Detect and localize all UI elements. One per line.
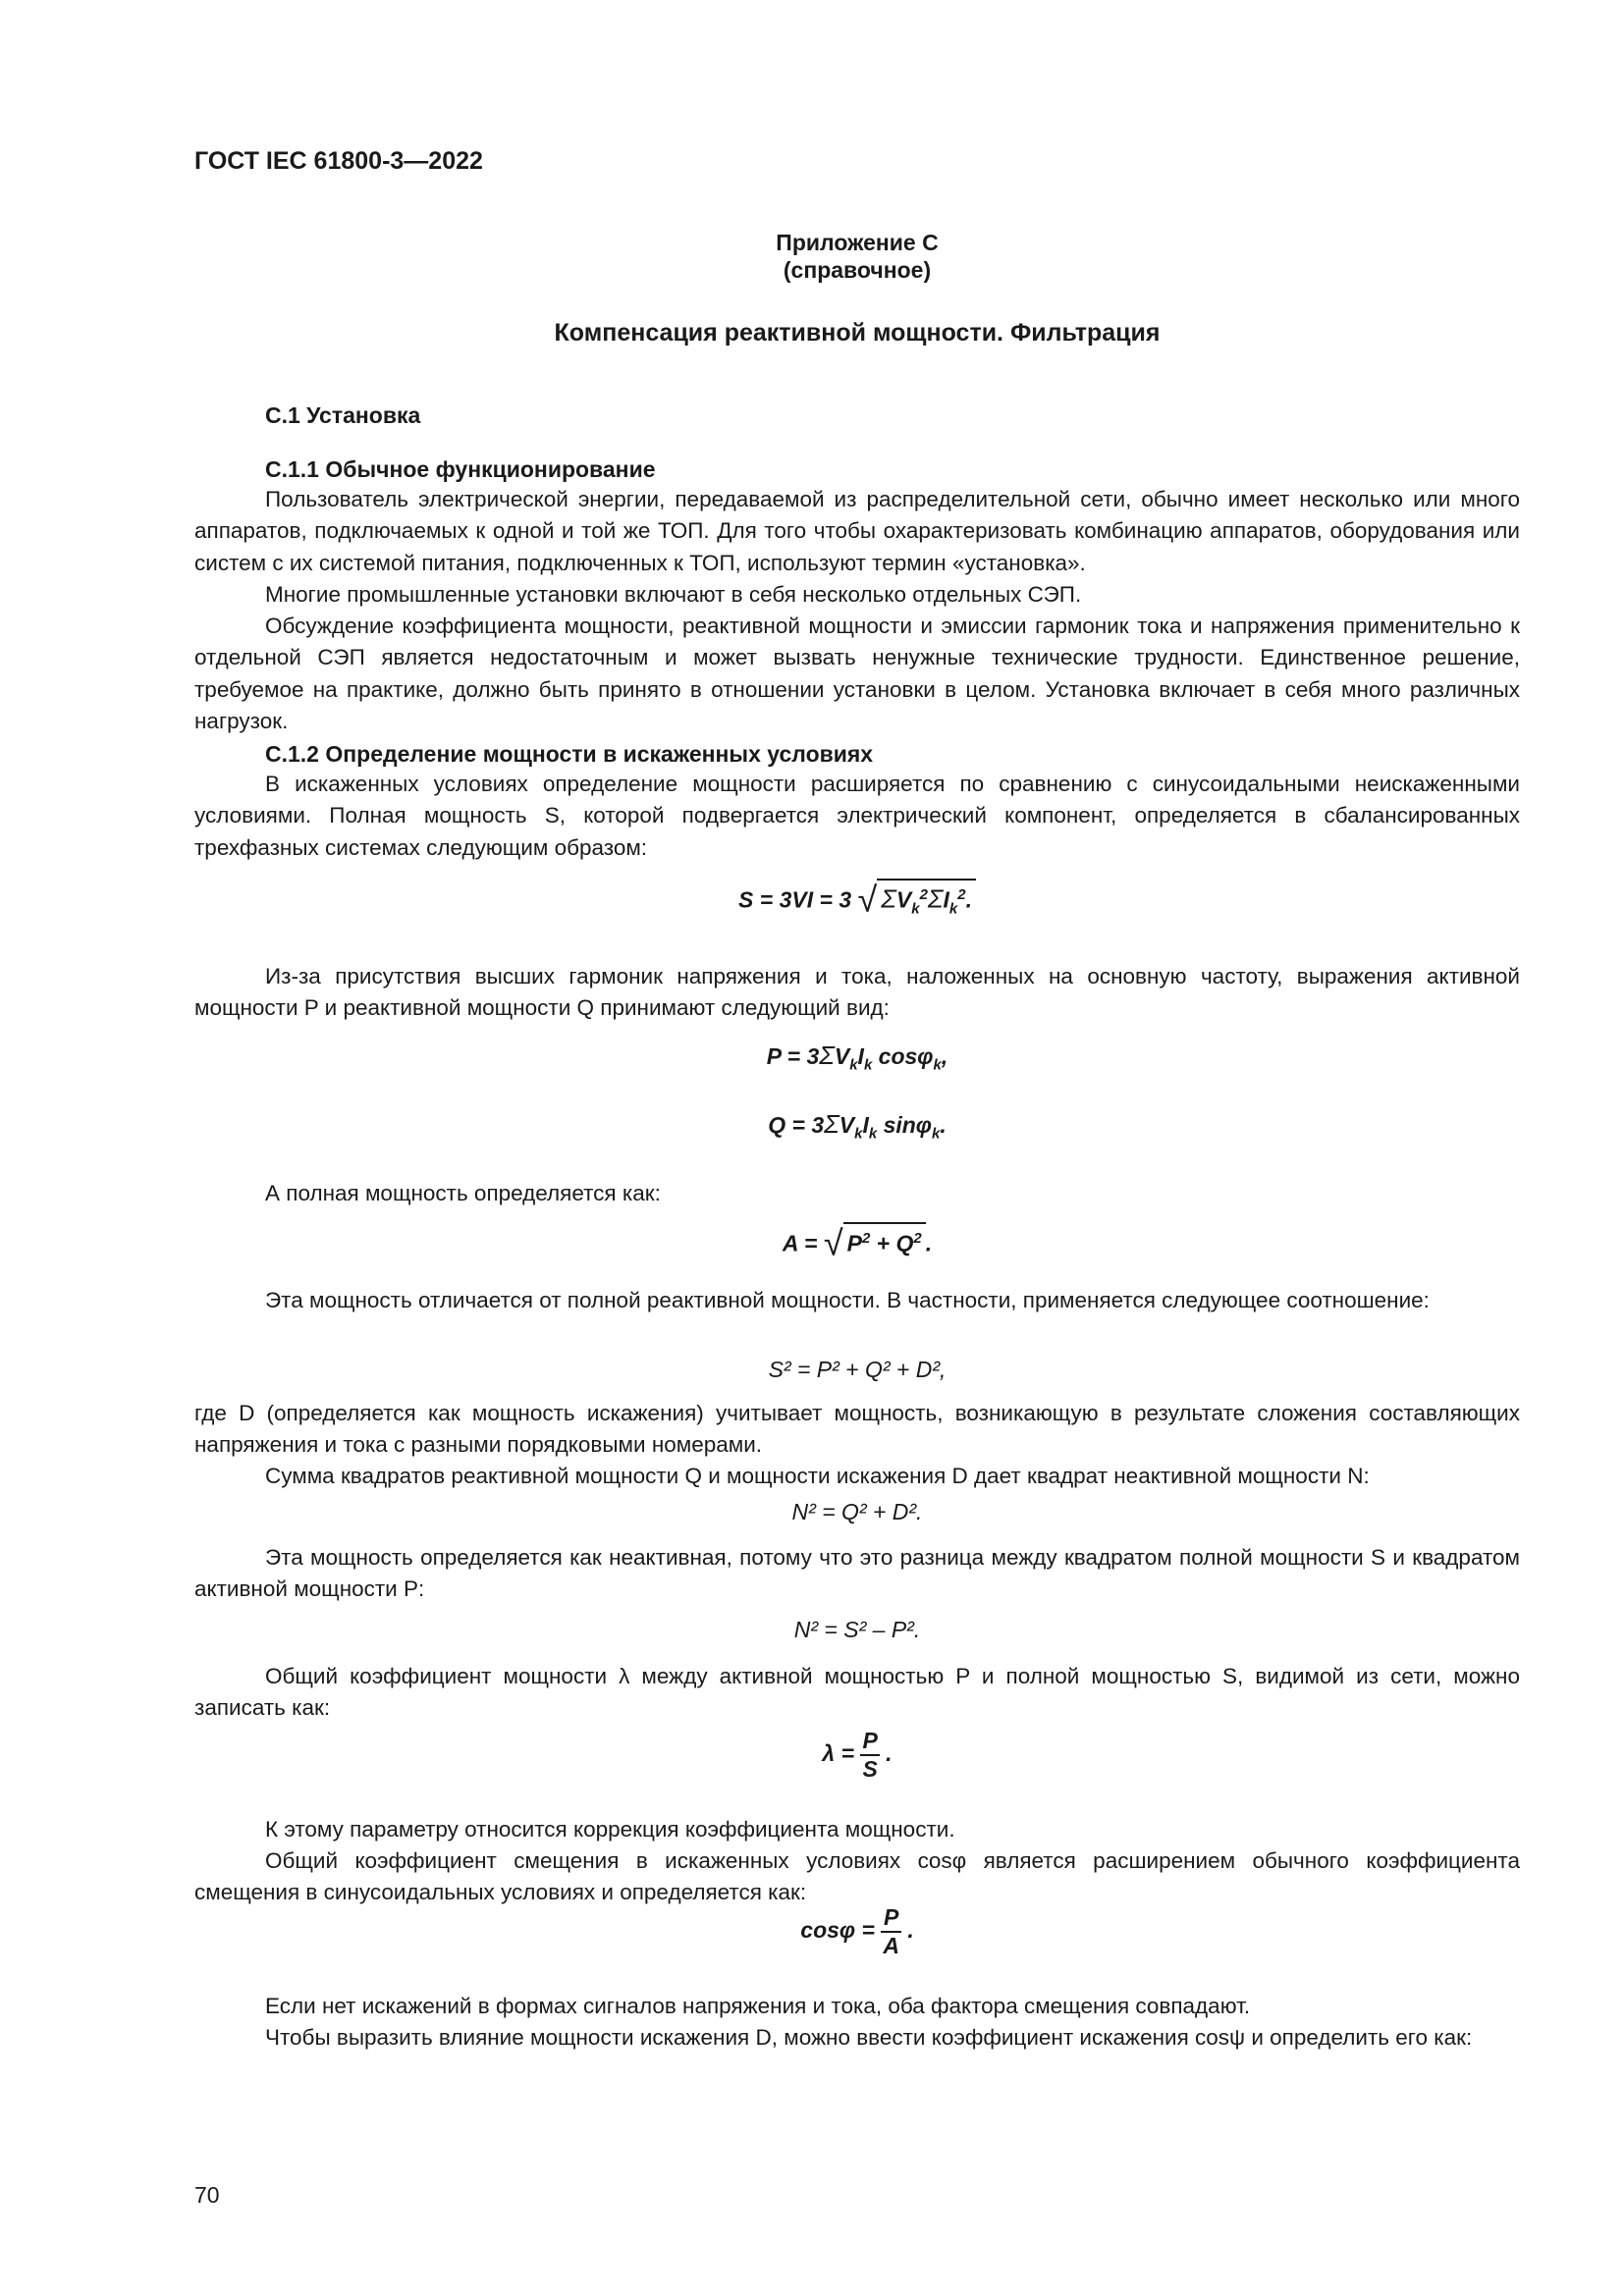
- paragraph: Из-за присутствия высших гармоник напряжения и тока, наложенных на основную частоту, выражения активной мощности P и реактивной мощности Q принимают следующий вид:: [194, 964, 1520, 1021]
- formula-lambda: λ = $\frac{P}{S}$ .: [822, 1728, 893, 1782]
- heading-c1: С.1 Установка: [265, 402, 421, 428]
- formula-a: A = √ $P^2 + Q^2$ .: [782, 1222, 933, 1263]
- formula-q: $Q = 3\Sigma V_kI_k$ sinφ$_k$.: [768, 1109, 947, 1143]
- heading-c11: С.1.1 Обычное функционирование: [265, 456, 656, 482]
- paragraph: К этому параметру относится коррекция коэффициента мощности.: [265, 1817, 955, 1842]
- paragraph: где D (определяется как мощность искажения) учитывает мощность, возникающую в результате сложения составляющих напряжения и тока с разными порядковыми номерами.: [194, 1401, 1520, 1458]
- appendix-subtitle: (справочное): [783, 257, 932, 283]
- paragraph: Чтобы выразить влияние мощности искажения D, можно ввести коэффициент искажения cosψ и определить его как:: [265, 2025, 1473, 2050]
- paragraph: Сумма квадратов реактивной мощности Q и мощности искажения D дает квадрат неактивной мощности N:: [265, 1464, 1370, 1488]
- section-title: Компенсация реактивной мощности. Фильтрация: [554, 319, 1161, 347]
- paragraph: Общий коэффициент смещения в искаженных условиях cosφ является расширением обычного коэффициента смещения в синусоидальных условиях и определяется как:: [194, 1848, 1520, 1905]
- paragraph: А полная мощность определяется как:: [265, 1181, 661, 1205]
- paragraph: Пользователь электрической энергии, передаваемой из распределительной сети, обычно имеет несколько или много аппаратов, подключаемых к одной и той же ТОП. Для того чтобы охарактеризовать комбинацию аппаратов, оборудования или систем с их системой питания, подключенных к ТОП, используют термин «установка».: [194, 487, 1520, 575]
- formula-s: S = 3VI = 3 √ $\Sigma V_k^2\Sigma I_k^2$.: [194, 879, 1520, 924]
- document-header: ГОСТ IEC 61800-3—2022: [194, 147, 483, 175]
- paragraph: Многие промышленные установки включают в себя несколько отдельных СЭП.: [265, 582, 1082, 607]
- page-number: 70: [194, 2182, 220, 2208]
- heading-c12: С.1.2 Определение мощности в искаженных условиях: [265, 741, 874, 767]
- formula-n2-a: N² = Q² + D².: [791, 1499, 923, 1524]
- paragraph: Обсуждение коэффициента мощности, реактивной мощности и эмиссии гармоник тока и напряжения применительно к отдельной СЭП является недостаточным и может вызвать ненужные технические трудности. Единственное решение, требуемое на практике, должно быть принято в отношении установки в целом. Установка включает в себя много различных нагрузок.: [194, 614, 1520, 733]
- formula-cosphi: cosφ = $\frac{P}{A}$ .: [800, 1904, 914, 1958]
- paragraph: Если нет искажений в формах сигналов напряжения и тока, оба фактора смещения совпадают.: [265, 1994, 1251, 2018]
- paragraph: Эта мощность отличается от полной реактивной мощности. В частности, применяется следующее соотношение:: [265, 1288, 1430, 1312]
- formula-n2-b: N² = S² – P².: [793, 1617, 921, 1642]
- paragraph: Эта мощность определяется как неактивная, потому что это разница между квадратом полной мощности S и квадратом активной мощности P:: [194, 1545, 1520, 1602]
- paragraph: В искаженных условиях определение мощности расширяется по сравнению с синусоидальными неискаженными условиями. Полная мощность S, которой подвергается электрический компонент, определяется в сбалансированных трехфазных системах следующим образом:: [194, 772, 1520, 860]
- paragraph: Общий коэффициент мощности λ между активной мощностью P и полной мощностью S, видимой из сети, можно записать как:: [194, 1664, 1520, 1721]
- formula-s2: S² = P² + Q² + D²,: [768, 1357, 947, 1382]
- appendix-title: Приложение С: [776, 230, 939, 255]
- formula-p: $P = 3\Sigma V_kI_k$ cosφ$_k$,: [766, 1041, 948, 1074]
